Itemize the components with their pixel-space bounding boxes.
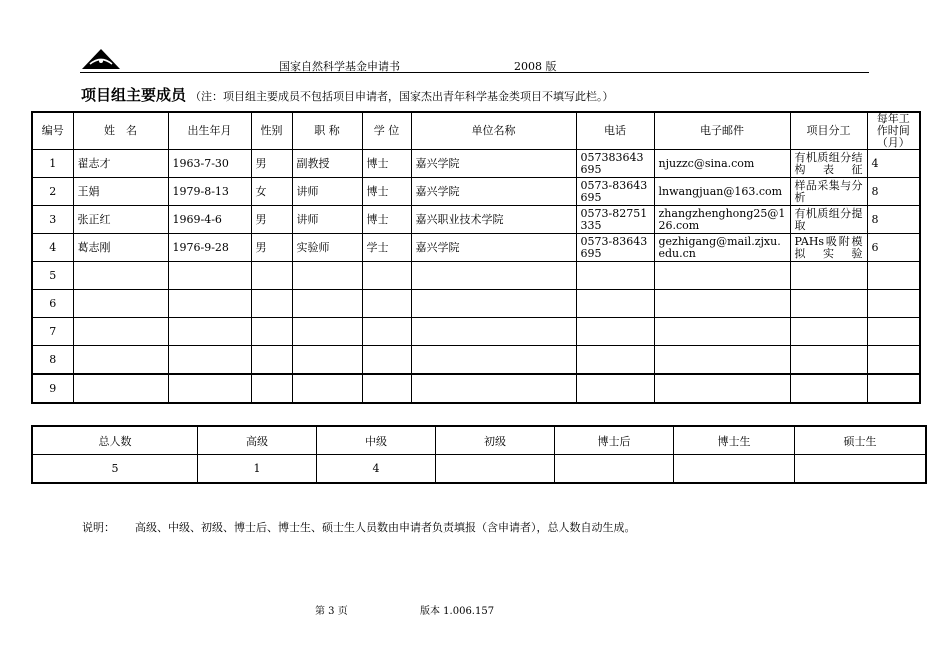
cell-email: zhangzhenghong25@126.com [654,206,790,234]
cell-phone [576,290,654,318]
cell-phone [576,262,654,290]
cell-unit: 嘉兴学院 [411,234,576,262]
cell-no: 7 [32,318,73,346]
cell-role [790,346,867,375]
header-divider [80,72,869,73]
cell-gender: 男 [251,206,292,234]
cell-phone: 0573-82751335 [576,206,654,234]
summary-value-cell [674,455,795,484]
cell-degree: 博士 [362,206,411,234]
col-header-phone: 电话 [576,112,654,150]
summary-header-cell: 中级 [317,426,436,455]
cell-months: 8 [867,178,920,206]
cell-role [790,318,867,346]
cell-unit [411,374,576,403]
cell-unit: 嘉兴学院 [411,178,576,206]
cell-role: 有机质组分提取 [790,206,867,234]
cell-phone: 0573-83643695 [576,234,654,262]
cell-title [292,318,362,346]
summary-value-cell [555,455,674,484]
summary-value-cell [436,455,555,484]
table-row [32,178,920,206]
col-header-degree: 学 位 [362,112,411,150]
summary-value-row [32,455,926,484]
cell-name [73,346,168,375]
cell-birth: 1969-4-6 [168,206,251,234]
cell-gender: 女 [251,178,292,206]
cell-role: 有机质组分结构表征 [790,150,867,178]
cell-role [790,262,867,290]
cell-months: 4 [867,150,920,178]
summary-header-cell: 高级 [198,426,317,455]
cell-phone [576,374,654,403]
footnote-text: 高级、中级、初级、博士后、博士生、硕士生人员数由申请者负责填报（含申请者），总人数自动生成。 [135,521,636,534]
cell-no: 8 [32,346,73,375]
summary-value-cell: 4 [317,455,436,484]
cell-role: 样品采集与分析 [790,178,867,206]
doc-edition: 2008 版 [514,60,557,73]
cell-birth: 1963-7-30 [168,150,251,178]
col-header-birth: 出生年月 [168,112,251,150]
cell-email [654,374,790,403]
cell-name [73,374,168,403]
cell-title: 实验师 [292,234,362,262]
table-row [32,346,920,375]
cell-birth: 1976-9-28 [168,234,251,262]
summary-header-cell: 总人数 [32,426,198,455]
summary-value-cell: 5 [32,455,198,484]
cell-birth [168,262,251,290]
summary-header-row [32,426,926,455]
summary-table [31,425,927,484]
cell-email [654,346,790,375]
nsfc-logo-icon [82,49,120,69]
table-row [32,262,920,290]
col-header-email: 电子邮件 [654,112,790,150]
cell-title: 讲师 [292,178,362,206]
cell-email: gezhigang@mail.zjxu.edu.cn [654,234,790,262]
summary-value-cell [795,455,927,484]
col-header-gender: 性别 [251,112,292,150]
cell-email: njuzzc@sina.com [654,150,790,178]
cell-gender [251,374,292,403]
cell-unit: 嘉兴学院 [411,150,576,178]
cell-title [292,346,362,375]
cell-months [867,262,920,290]
cell-email [654,290,790,318]
table-row [32,206,920,234]
cell-unit [411,290,576,318]
col-header-unit: 单位名称 [411,112,576,150]
cell-degree: 博士 [362,178,411,206]
table-row [32,374,920,403]
cell-name: 葛志刚 [73,234,168,262]
cell-email [654,262,790,290]
cell-no: 2 [32,178,73,206]
col-header-no: 编号 [32,112,73,150]
col-header-name: 姓 名 [73,112,168,150]
cell-email: lnwangjuan@163.com [654,178,790,206]
cell-no: 4 [32,234,73,262]
summary-header-cell: 博士生 [674,426,795,455]
doc-title: 国家自然科学基金申请书 [279,60,400,73]
cell-gender [251,318,292,346]
table-row [32,150,920,178]
cell-no: 3 [32,206,73,234]
cell-degree [362,262,411,290]
cell-unit [411,318,576,346]
cell-name: 翟志才 [73,150,168,178]
cell-degree: 学士 [362,234,411,262]
cell-title [292,262,362,290]
summary-header-cell: 硕士生 [795,426,927,455]
cell-phone: 0573-83643695 [576,178,654,206]
cell-role: PAHs吸附模拟实验 [790,234,867,262]
cell-months: 8 [867,206,920,234]
cell-gender: 男 [251,234,292,262]
col-header-months: 每年工作时间（月） [867,112,920,150]
cell-name: 王娟 [73,178,168,206]
cell-degree [362,290,411,318]
table-row [32,234,920,262]
cell-birth: 1979-8-13 [168,178,251,206]
cell-role [790,290,867,318]
cell-title: 讲师 [292,206,362,234]
cell-months [867,318,920,346]
summary-header-cell: 初级 [436,426,555,455]
cell-gender [251,262,292,290]
cell-months [867,374,920,403]
section-heading [81,84,614,105]
cell-birth [168,346,251,375]
page-number: 第 3 页 [315,606,348,617]
cell-email [654,318,790,346]
table-row [32,318,920,346]
cell-name [73,262,168,290]
members-header-row [32,112,920,150]
cell-no: 1 [32,150,73,178]
cell-gender [251,290,292,318]
cell-no: 6 [32,290,73,318]
cell-name [73,290,168,318]
col-header-title: 职 称 [292,112,362,150]
cell-months [867,290,920,318]
cell-title: 副教授 [292,150,362,178]
cell-unit [411,262,576,290]
cell-birth [168,290,251,318]
cell-gender [251,346,292,375]
cell-birth [168,318,251,346]
footnote-label: 说明： [82,521,115,534]
cell-name [73,318,168,346]
summary-header-cell: 博士后 [555,426,674,455]
cell-phone: 057383643695 [576,150,654,178]
cell-unit: 嘉兴职业技术学院 [411,206,576,234]
cell-degree [362,374,411,403]
cell-months: 6 [867,234,920,262]
cell-degree [362,318,411,346]
cell-title [292,374,362,403]
cell-no: 9 [32,374,73,403]
table-row [32,290,920,318]
summary-value-cell: 1 [198,455,317,484]
cell-title [292,290,362,318]
cell-degree [362,346,411,375]
cell-degree: 博士 [362,150,411,178]
cell-phone [576,346,654,375]
footnote [82,519,636,535]
col-header-role: 项目分工 [790,112,867,150]
members-table [31,111,921,404]
cell-no: 5 [32,262,73,290]
cell-phone [576,318,654,346]
cell-unit [411,346,576,375]
cell-gender: 男 [251,150,292,178]
version-number: 版本 1.006.157 [420,606,495,617]
section-note: （注：项目组主要成员不包括项目申请者，国家杰出青年科学基金类项目不填写此栏。） [190,90,614,103]
section-title: 项目组主要成员 [81,86,187,104]
cell-role [790,374,867,403]
cell-months [867,346,920,375]
cell-name: 张正红 [73,206,168,234]
cell-birth [168,374,251,403]
